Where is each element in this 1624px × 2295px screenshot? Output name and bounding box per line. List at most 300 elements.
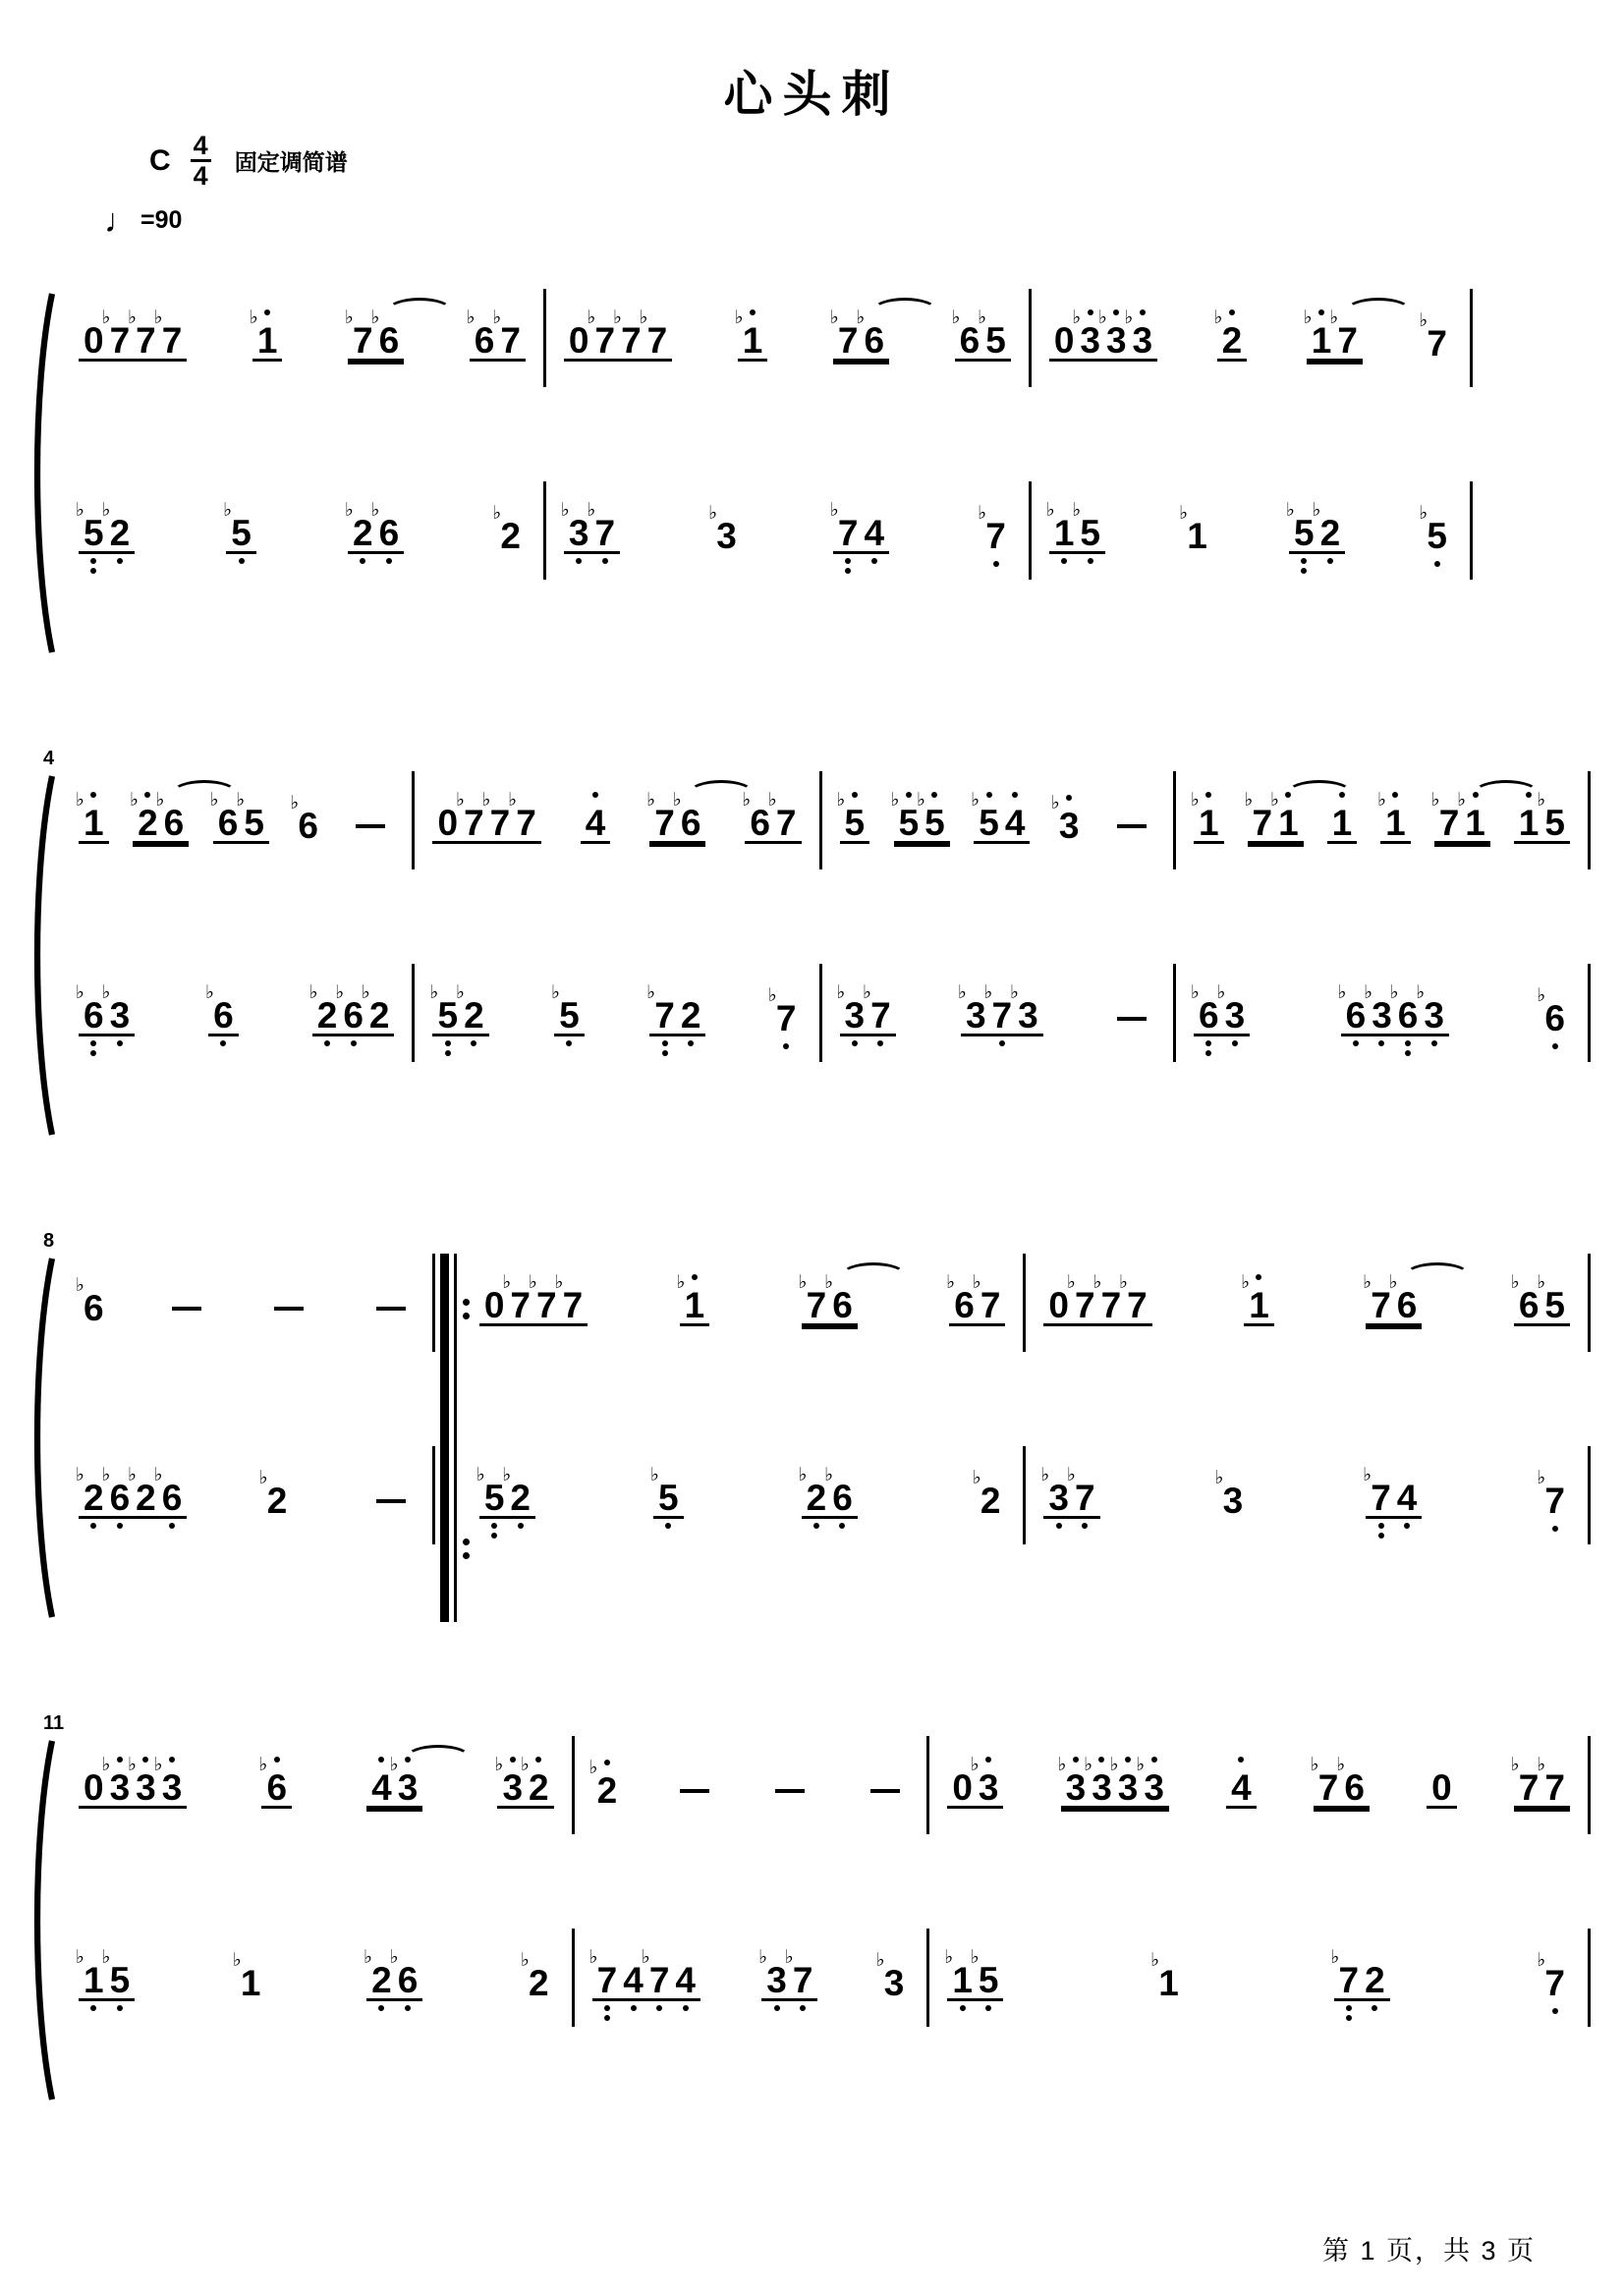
note	[875, 1949, 905, 2003]
note-digit: 3	[109, 994, 131, 1036]
flat-sign: ♭	[972, 1467, 981, 1488]
note-digit: 6	[84, 1287, 104, 1328]
beam-group	[1241, 1271, 1274, 1326]
beam-group	[1330, 1946, 1390, 2001]
note	[829, 499, 859, 553]
dash-rest	[168, 1291, 205, 1326]
flat-sign: ♭	[101, 1754, 111, 1775]
note	[983, 981, 1013, 1036]
note	[1057, 1754, 1087, 1808]
octave-dots-below	[999, 1040, 1005, 1046]
beam-group	[1537, 1949, 1570, 2003]
flat-sign: ♭	[1310, 1754, 1319, 1775]
note-digit: 7	[596, 1959, 618, 2000]
page-title: 心头刺	[723, 65, 901, 123]
octave-dot	[800, 2005, 806, 2011]
note	[863, 981, 891, 1036]
note-digit: 3	[1117, 1766, 1139, 1808]
octave-dot-above	[142, 1757, 148, 1763]
flat-sign: ♭	[784, 1946, 794, 1968]
note	[476, 1464, 505, 1518]
staff-row-bass	[1026, 1446, 1591, 1544]
beam-group	[1363, 1271, 1422, 1326]
note-digit: 1	[1385, 802, 1406, 843]
staff-row-treble	[1176, 771, 1591, 869]
flat-sign: ♭	[370, 499, 380, 521]
note	[1054, 307, 1075, 359]
octave-dot	[602, 558, 608, 564]
octave-dot-above	[1229, 309, 1235, 315]
note-digit: 3	[965, 994, 986, 1036]
note	[456, 981, 484, 1036]
quarter-note-icon: ♩	[104, 201, 138, 240]
system	[28, 1229, 1591, 1622]
octave-dots-below	[1088, 558, 1093, 564]
octave-dots-below	[839, 1523, 845, 1529]
octave-dot	[239, 558, 245, 564]
note	[978, 502, 1006, 556]
beam-group	[972, 1467, 1006, 1521]
note-digit: 6	[959, 319, 980, 361]
octave-dot-above	[1066, 795, 1072, 801]
octave-dot-above	[1012, 792, 1018, 798]
note	[76, 1274, 104, 1328]
beam-group	[708, 502, 742, 556]
staff-row-treble	[61, 771, 415, 869]
flat-sign: ♭	[672, 789, 682, 811]
flat-sign: ♭	[613, 307, 623, 328]
note-digit: 7	[464, 802, 484, 843]
flat-sign: ♭	[361, 981, 370, 1003]
flat-sign: ♭	[551, 981, 561, 1003]
flat-sign: ♭	[290, 792, 300, 813]
note-digit: 7	[161, 319, 183, 361]
note-digit: 7	[985, 515, 1006, 556]
note-digit: 1	[1053, 512, 1075, 553]
flat-sign: ♭	[1329, 307, 1339, 328]
beam-group	[947, 1754, 1003, 1809]
beam-group	[551, 981, 585, 1036]
octave-dot	[960, 2005, 966, 2011]
beam-group	[1057, 1754, 1169, 1809]
flat-sign: ♭	[456, 981, 466, 1003]
flat-sign: ♭	[944, 1946, 954, 1968]
flat-sign: ♭	[970, 1946, 980, 1968]
note-digit: 2	[316, 994, 338, 1036]
note-digit: 3	[716, 515, 737, 556]
octave-dot	[1346, 2015, 1352, 2021]
note	[371, 1754, 392, 1806]
flat-sign: ♭	[492, 502, 502, 524]
octave-dot-above	[1098, 1757, 1104, 1763]
note-digit: 5	[979, 802, 999, 843]
note	[672, 789, 701, 843]
octave-dots-below	[117, 2005, 123, 2011]
note-digit: 3	[1048, 1477, 1069, 1518]
flat-sign: ♭	[946, 1271, 956, 1293]
octave-dots-below	[360, 558, 365, 564]
note	[588, 1946, 618, 2000]
staff-row-treble	[1032, 289, 1473, 387]
dash-rest	[1113, 809, 1150, 844]
octave-dots-below	[1327, 558, 1333, 564]
note-digit: 5	[109, 1959, 131, 2000]
note-digit: 7	[1438, 802, 1460, 843]
flat-sign: ♭	[639, 307, 648, 328]
note	[1510, 1271, 1540, 1325]
measure	[61, 1254, 435, 1622]
measure	[61, 289, 546, 657]
flat-sign: ♭	[829, 499, 839, 521]
note	[502, 1464, 531, 1518]
flat-sign: ♭	[758, 1946, 768, 1968]
note	[1537, 1271, 1565, 1325]
dash-rest	[270, 1291, 308, 1326]
flat-sign: ♭	[890, 789, 900, 811]
note	[560, 499, 589, 553]
beam-group	[1337, 981, 1449, 1036]
octave-dots-below	[774, 2005, 780, 2011]
beam-group	[1040, 1464, 1099, 1519]
octave-dot	[378, 2005, 384, 2011]
octave-dot-above	[750, 309, 756, 315]
octave-dots-below	[683, 2005, 689, 2011]
flat-sign: ♭	[76, 1274, 84, 1296]
flat-sign: ♭	[1286, 499, 1295, 521]
note-digit: 1	[84, 802, 104, 843]
note	[758, 1946, 787, 2000]
note	[1005, 789, 1026, 841]
note-digit: 6	[397, 1959, 419, 2000]
flat-sign: ♭	[983, 981, 993, 1003]
octave-dots-below	[631, 2005, 637, 2011]
note-digit: 6	[266, 1766, 288, 1808]
note-digit: 7	[775, 802, 797, 843]
note	[613, 307, 642, 361]
beam-group	[492, 502, 526, 556]
note	[784, 1946, 813, 2000]
octave-dot-above	[906, 792, 912, 798]
beam-group	[890, 789, 950, 844]
octave-dots-below	[351, 1040, 357, 1046]
flat-sign: ♭	[345, 307, 354, 328]
note-digit: 1	[1198, 802, 1219, 843]
note	[155, 789, 185, 843]
note	[258, 1467, 288, 1521]
octave-dot	[169, 1523, 175, 1529]
beam-group	[366, 1946, 422, 2001]
beam-group	[829, 307, 889, 362]
note-digit: 6	[298, 805, 318, 846]
octave-dot	[491, 1533, 497, 1539]
note-digit: 2	[84, 1477, 104, 1518]
flat-sign: ♭	[1179, 502, 1189, 524]
note	[972, 1467, 1001, 1521]
beam-group	[588, 1757, 623, 1811]
note-digit: 7	[1371, 1284, 1391, 1325]
note	[836, 981, 866, 1036]
note-digit: 7	[654, 994, 675, 1036]
beam-group	[223, 499, 256, 554]
dash-bar	[376, 1307, 406, 1311]
octave-dots-below	[1552, 1526, 1558, 1532]
flat-sign: ♭	[1072, 499, 1082, 521]
note	[494, 1754, 524, 1808]
octave-dot	[656, 2005, 662, 2011]
note	[308, 981, 338, 1036]
staff-row-treble	[462, 1254, 1027, 1352]
staff-row-bass	[1032, 481, 1473, 580]
octave-dots-below	[1434, 561, 1440, 567]
note	[84, 1754, 104, 1806]
note-digit: 7	[654, 802, 675, 843]
beam-group	[1427, 1754, 1457, 1809]
flat-sign: ♭	[1190, 981, 1200, 1003]
octave-dot	[117, 1523, 123, 1529]
note-digit: 0	[1053, 319, 1075, 361]
flat-sign: ♭	[492, 307, 502, 328]
flat-sign: ♭	[1537, 1467, 1546, 1488]
note	[676, 1271, 705, 1325]
measure	[1032, 289, 1473, 657]
octave-dot	[1404, 1523, 1410, 1529]
note-digit: 4	[585, 802, 606, 843]
flat-sign: ♭	[205, 981, 215, 1003]
flat-sign: ♭	[1363, 1271, 1372, 1293]
note	[1216, 981, 1246, 1036]
note	[232, 1949, 261, 2003]
octave-dot	[604, 2005, 610, 2011]
beam-group	[345, 499, 404, 554]
octave-dot	[90, 568, 96, 574]
repeat-start-barline	[440, 1254, 457, 1622]
note-digit: 2	[371, 1959, 392, 2000]
flat-sign: ♭	[258, 1467, 268, 1488]
flat-sign: ♭	[1136, 1754, 1146, 1775]
octave-dots-below	[405, 2005, 411, 2011]
note	[1150, 1949, 1179, 2003]
system	[28, 1711, 1591, 2104]
octave-dot-above	[510, 1757, 516, 1763]
note	[236, 789, 264, 843]
note	[971, 789, 999, 843]
beam-group	[205, 981, 239, 1036]
flat-sign: ♭	[1303, 307, 1313, 328]
brace-container	[28, 1736, 57, 2104]
measure	[546, 289, 1032, 657]
octave-dot	[999, 1040, 1005, 1046]
beam-group	[798, 1464, 858, 1519]
note	[128, 307, 156, 361]
flat-sign: ♭	[646, 789, 656, 811]
octave-dots-below	[845, 558, 851, 574]
octave-dots-below	[813, 1523, 819, 1529]
note-digit: 1	[1187, 515, 1207, 556]
dash-bar	[356, 824, 385, 828]
measures-row	[61, 1736, 1591, 2104]
note	[101, 1464, 131, 1518]
note-digit: 3	[109, 1766, 131, 1808]
note-digit: 7	[535, 1284, 557, 1325]
octave-dot	[1327, 558, 1333, 564]
note	[1416, 981, 1444, 1036]
beam-group	[1150, 1949, 1184, 2003]
octave-dot	[445, 1040, 451, 1046]
octave-dot	[662, 1040, 668, 1046]
beam-group	[429, 981, 488, 1036]
note-digit: 7	[806, 1284, 827, 1325]
flat-sign: ♭	[153, 1754, 163, 1775]
dash-bar	[1117, 1017, 1147, 1021]
octave-dot	[1405, 1040, 1411, 1046]
octave-dots-below	[688, 1040, 694, 1046]
staff-row-bass	[61, 964, 415, 1062]
note-digit: 6	[213, 994, 234, 1036]
octave-dot	[1056, 1523, 1062, 1529]
beam-group	[79, 307, 187, 362]
note	[345, 499, 373, 553]
octave-dots-below	[852, 1040, 858, 1046]
octave-dot	[491, 1523, 497, 1529]
note	[1330, 1946, 1360, 2000]
beam-group	[766, 1773, 813, 1809]
note-digit: 1	[742, 319, 763, 361]
flat-sign: ♭	[236, 789, 246, 811]
octave-dots-below	[491, 1523, 497, 1539]
flat-sign: ♭	[824, 1464, 834, 1485]
measure	[61, 1736, 575, 2104]
note	[856, 307, 885, 361]
flat-sign: ♭	[1109, 1754, 1119, 1775]
flat-sign: ♭	[345, 499, 354, 521]
note-digit: 6	[378, 512, 400, 553]
octave-dots-below	[90, 1523, 96, 1529]
octave-dot	[774, 2005, 780, 2011]
note-digit: 3	[502, 1766, 524, 1808]
note-digit: 0	[952, 1766, 973, 1808]
flat-sign: ♭	[101, 499, 111, 521]
octave-dots-below	[960, 2005, 966, 2011]
beam-group	[479, 1271, 588, 1326]
note-digit: 7	[1075, 1477, 1095, 1518]
flat-sign: ♭	[1364, 981, 1373, 1003]
flat-sign: ♭	[232, 1949, 242, 1971]
octave-dot	[360, 558, 365, 564]
octave-dot-above	[1392, 792, 1398, 798]
octave-dot	[90, 558, 96, 564]
note	[370, 499, 400, 553]
octave-dot	[1405, 1050, 1411, 1056]
note-digit: 2	[529, 1962, 549, 2003]
flat-sign: ♭	[502, 1464, 512, 1485]
beam-group	[232, 1949, 266, 2003]
octave-dots-below	[117, 1040, 123, 1046]
flat-sign: ♭	[734, 307, 744, 328]
flat-sign: ♭	[587, 307, 596, 328]
beam-group	[308, 981, 395, 1036]
note	[836, 789, 866, 843]
note	[970, 1946, 999, 2000]
octave-dot	[985, 2005, 991, 2011]
note	[917, 789, 945, 843]
flat-sign: ♭	[101, 1946, 111, 1968]
note-digit: 4	[371, 1766, 392, 1808]
page-number-footer: 第 1 页，共 3 页	[1321, 2236, 1536, 2266]
measure	[1176, 771, 1591, 1140]
note	[1097, 307, 1127, 361]
octave-dot	[471, 1040, 476, 1046]
octave-dots-below	[566, 1040, 572, 1046]
dash-rest	[771, 1773, 809, 1809]
note-digit: 7	[594, 319, 616, 361]
note	[205, 981, 234, 1036]
beam-group	[734, 307, 768, 362]
beam-group	[258, 1754, 292, 1809]
octave-dot	[845, 558, 851, 564]
octave-dots-below	[90, 2005, 96, 2011]
note-digit: 7	[1427, 322, 1447, 364]
note-digit: 1	[1331, 802, 1353, 843]
flat-sign: ♭	[389, 1946, 399, 1968]
note-digit: 5	[1544, 1284, 1565, 1325]
note	[1537, 1467, 1565, 1521]
octave-dot-above	[1073, 1757, 1079, 1763]
note-digit: 5	[559, 994, 580, 1036]
note-digit: 5	[844, 802, 866, 843]
note	[623, 1946, 644, 1998]
note-digit: 4	[1396, 1477, 1418, 1518]
note-digit: 1	[1311, 319, 1332, 361]
measures-row	[61, 289, 1473, 657]
note-digit: 7	[500, 319, 521, 361]
note-digit: 6	[864, 319, 885, 361]
note	[767, 984, 797, 1038]
tempo-marking	[104, 201, 1624, 240]
beam-group	[1108, 809, 1155, 844]
octave-dot-above	[1088, 309, 1093, 315]
beam-group	[76, 1464, 187, 1519]
octave-dots-below	[1378, 1040, 1384, 1046]
note-digit: 1	[1518, 802, 1540, 843]
note-digit: 6	[1518, 1284, 1540, 1325]
note	[76, 1464, 104, 1518]
note-digit: 1	[1249, 1284, 1269, 1325]
flat-sign: ♭	[502, 1271, 512, 1293]
note-digit: 3	[1105, 319, 1127, 361]
octave-dot-above	[1125, 1757, 1131, 1763]
beam-group	[1537, 984, 1570, 1038]
note	[1364, 981, 1392, 1036]
beam-group	[588, 1946, 700, 2001]
note	[978, 307, 1006, 361]
note	[1270, 789, 1299, 843]
flat-sign: ♭	[1092, 1271, 1102, 1293]
note-digit: 7	[775, 997, 797, 1038]
beam-group	[971, 789, 1030, 844]
octave-dot	[405, 2005, 411, 2011]
note	[734, 307, 763, 361]
dash-bar	[274, 1307, 304, 1311]
note	[551, 981, 580, 1036]
beam-group	[367, 1291, 415, 1326]
octave-dot	[1205, 1040, 1211, 1046]
note	[1048, 1271, 1069, 1323]
octave-dot-above	[169, 1757, 175, 1763]
note	[1040, 1464, 1069, 1518]
octave-dot-above	[1256, 1274, 1261, 1280]
flat-sign: ♭	[588, 1946, 598, 1968]
note-digit: 6	[1344, 1766, 1365, 1808]
